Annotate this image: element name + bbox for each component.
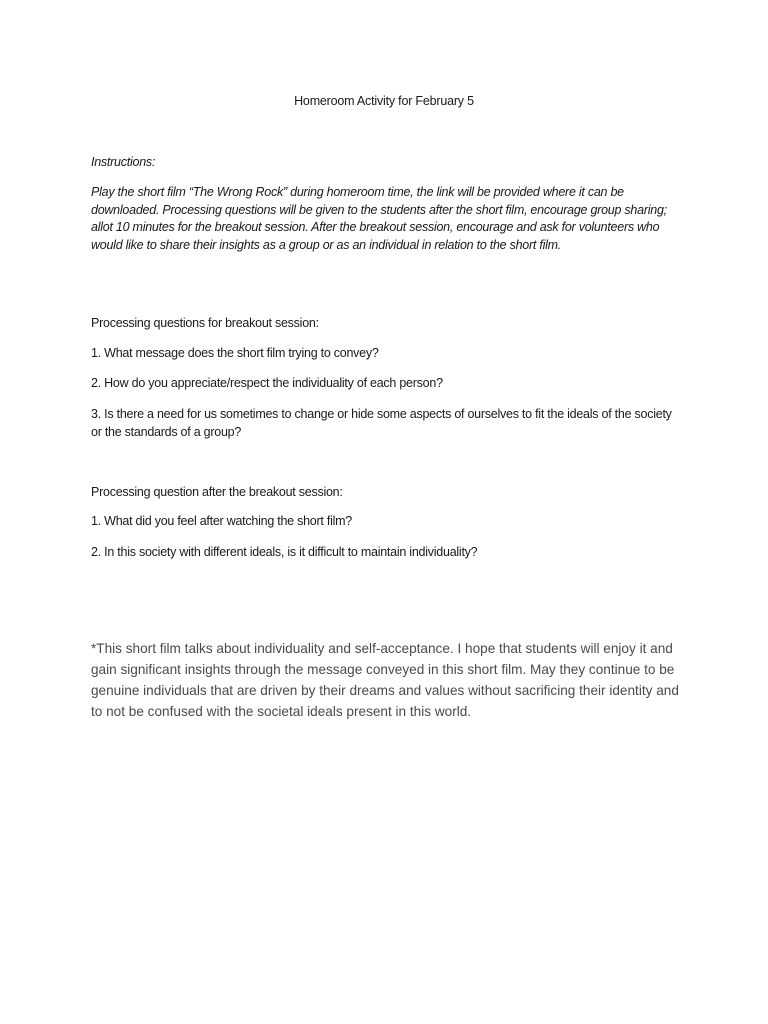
breakout-question-2: 2. How do you appreciate/respect the individuality of each person? xyxy=(91,376,443,390)
after-questions-heading: Processing question after the breakout session: xyxy=(91,485,343,499)
closing-note: *This short film talks about individuality and self-acceptance. I hope that students will enjoy it and gain significant insights through the message conveyed in this short film. May they continue to be genuine individuals that are driven by their dreams and values without sacrificing their identity and to not be confused with the societal ideals present in this world. xyxy=(91,641,679,719)
breakout-questions-heading: Processing questions for breakout session: xyxy=(91,316,319,330)
after-question-2: 2. In this society with different ideals, is it difficult to maintain individuality? xyxy=(91,545,478,559)
instructions-heading: Instructions: xyxy=(91,155,156,169)
instructions-body: Play the short film “The Wrong Rock” during homeroom time, the link will be provided where it can be downloaded. Processing questions will be given to the students after the short film, encourage group sharing; allot 10 minutes for the breakout session. After the breakout session, encourage and ask for volunteers who would like to share their insights as a group or as an individual in relation to the short film. xyxy=(91,185,667,252)
after-question-1: 1. What did you feel after watching the short film? xyxy=(91,514,352,528)
breakout-question-3: 3. Is there a need for us sometimes to change or hide some aspects of ourselves to fit the ideals of the society or the standards of a group? xyxy=(91,407,672,439)
breakout-question-1: 1. What message does the short film trying to convey? xyxy=(91,346,379,360)
document-title: Homeroom Activity for February 5 xyxy=(294,94,474,108)
